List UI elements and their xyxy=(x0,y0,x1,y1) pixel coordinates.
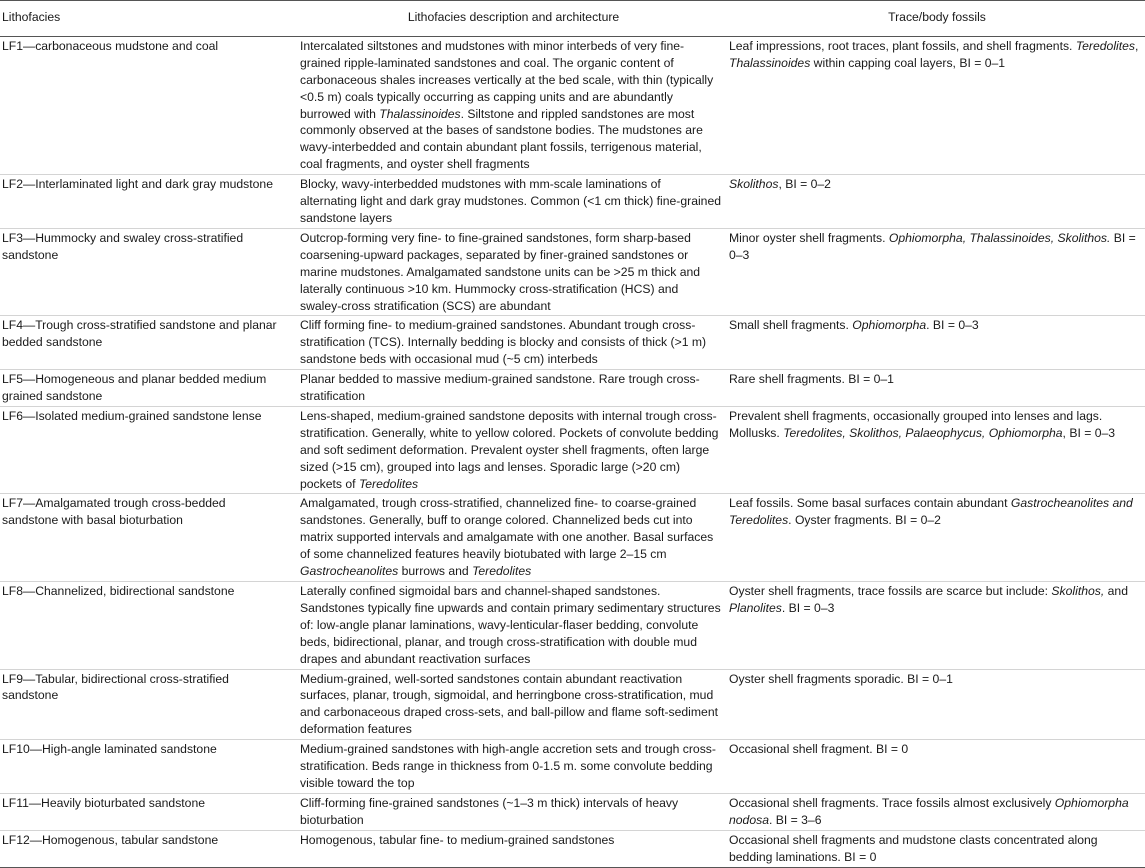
trace-body-fossils: Rare shell fragments. BI = 0–1 xyxy=(727,370,1145,407)
table-row xyxy=(0,316,1145,370)
trace-body-fossils: Occasional shell fragments and mudstone clasts concentrated along bedding laminations. BI = 0 xyxy=(727,830,1145,867)
table-row xyxy=(0,370,1145,407)
table-body xyxy=(0,36,1145,867)
table-row xyxy=(0,175,1145,229)
table-row xyxy=(0,494,1145,582)
header-description: Lithofacies description and architecture xyxy=(298,1,727,37)
lithofacies-description: Laterally confined sigmoidal bars and channel-shaped sandstones. Sandstones typically fine upwards and contain primary sedimentary structures of: low-angle planar laminations, wavy-lenticular-flaser bedding, convolute beds, bidirectional, planar, and trough cross-stratification with double mud drapes and abundant reactivation surfaces xyxy=(298,582,727,670)
table-row xyxy=(0,669,1145,740)
table-row xyxy=(0,228,1145,316)
lithofacies-name: LF12—Homogenous, tabular sandstone xyxy=(0,830,298,867)
table-header-row xyxy=(0,1,1145,37)
table-row xyxy=(0,582,1145,670)
lithofacies-name: LF3—Hummocky and swaley cross-stratified sandstone xyxy=(0,228,298,316)
table-row xyxy=(0,830,1145,867)
table-row xyxy=(0,406,1145,494)
trace-body-fossils: Minor oyster shell fragments. Ophiomorpha, Thalassinoides, Skolithos. BI = 0–3 xyxy=(727,228,1145,316)
lithofacies-description: Medium-grained, well-sorted sandstones contain abundant reactivation surfaces, planar, trough, sigmoidal, and herringbone cross-stratification, mud and carbonaceous draped cross-sets, and ball-pillow and flame soft-sediment deformation features xyxy=(298,669,727,740)
trace-body-fossils: Occasional shell fragment. BI = 0 xyxy=(727,740,1145,794)
lithofacies-name: LF11—Heavily bioturbated sandstone xyxy=(0,793,298,830)
lithofacies-description: Intercalated siltstones and mudstones with minor interbeds of very fine-grained ripple-laminated sandstones and coal. The organic content of carbonaceous shales increases vertically at the bed scale, with thin (typically <0.5 m) coals typically occurring as capping units and are abundantly burrowed with Thalassinoides. Siltstone and rippled sandstones are most commonly observed at the bases of sandstone bodies. The mudstones are wavy-interbedded and contain abundant plant fossils, terrigenous material, coal fragments, and oyster shell fragments xyxy=(298,36,727,174)
trace-body-fossils: Leaf fossils. Some basal surfaces contain abundant Gastrocheanolites and Teredolites. Oyster fragments. BI = 0–2 xyxy=(727,494,1145,582)
lithofacies-description: Blocky, wavy-interbedded mudstones with mm-scale laminations of alternating light and dark gray mudstones. Common (<1 cm thick) fine-grained sandstone layers xyxy=(298,175,727,229)
lithofacies-description: Cliff forming fine- to medium-grained sandstones. Abundant trough cross-stratification (TCS). Internally bedding is blocky and consists of thick (>1 m) sandstone beds with occasional mud (~5 cm) interbeds xyxy=(298,316,727,370)
header-lithofacies: Lithofacies xyxy=(0,1,298,37)
lithofacies-name: LF2—Interlaminated light and dark gray mudstone xyxy=(0,175,298,229)
lithofacies-name: LF6—Isolated medium-grained sandstone lense xyxy=(0,406,298,494)
lithofacies-name: LF7—Amalgamated trough cross-bedded sandstone with basal bioturbation xyxy=(0,494,298,582)
trace-body-fossils: Skolithos, BI = 0–2 xyxy=(727,175,1145,229)
header-fossils: Trace/body fossils xyxy=(727,1,1145,37)
trace-body-fossils: Prevalent shell fragments, occasionally grouped into lenses and lags. Mollusks. Teredolites, Skolithos, Palaeophycus, Ophiomorpha, BI = 0–3 xyxy=(727,406,1145,494)
lithofacies-description: Cliff-forming fine-grained sandstones (~1–3 m thick) intervals of heavy bioturbation xyxy=(298,793,727,830)
lithofacies-description: Medium-grained sandstones with high-angle accretion sets and trough cross-stratification. Beds range in thickness from 0-1.5 m. some convolute bedding visible toward the top xyxy=(298,740,727,794)
trace-body-fossils: Small shell fragments. Ophiomorpha. BI = 0–3 xyxy=(727,316,1145,370)
table-row xyxy=(0,740,1145,794)
lithofacies-description: Planar bedded to massive medium-grained sandstone. Rare trough cross-stratification xyxy=(298,370,727,407)
lithofacies-name: LF4—Trough cross-stratified sandstone and planar bedded sandstone xyxy=(0,316,298,370)
table-row xyxy=(0,36,1145,174)
lithofacies-description: Amalgamated, trough cross-stratified, channelized fine- to coarse-grained sandstones. Generally, buff to orange colored. Channelized beds cut into matrix supported intervals and amalgamate with one another. Basal surfaces of some channelized features heavily biotubated with large 2–15 cm Gastrocheanolites burrows and Teredolites xyxy=(298,494,727,582)
lithofacies-description: Outcrop-forming very fine- to fine-grained sandstones, form sharp-based coarsening-upward packages, separated by finer-grained sandstones or marine mudstones. Amalgamated sandstone units can be >25 m thick and laterally continuous >10 km. Hummocky cross-stratification (HCS) and swaley-cross stratification (SCS) are abundant xyxy=(298,228,727,316)
lithofacies-name: LF1—carbonaceous mudstone and coal xyxy=(0,36,298,174)
trace-body-fossils: Oyster shell fragments sporadic. BI = 0–1 xyxy=(727,669,1145,740)
lithofacies-name: LF10—High-angle laminated sandstone xyxy=(0,740,298,794)
lithofacies-name: LF8—Channelized, bidirectional sandstone xyxy=(0,582,298,670)
lithofacies-description: Homogenous, tabular fine- to medium-grained sandstones xyxy=(298,830,727,867)
trace-body-fossils: Oyster shell fragments, trace fossils are scarce but include: Skolithos, and Planolites. BI = 0–3 xyxy=(727,582,1145,670)
lithofacies-name: LF5—Homogeneous and planar bedded medium grained sandstone xyxy=(0,370,298,407)
table-row xyxy=(0,793,1145,830)
lithofacies-description: Lens-shaped, medium-grained sandstone deposits with internal trough cross-stratification. Generally, white to yellow colored. Pockets of convolute bedding and soft sediment deformation. Prevalent oyster shell fragments, often large sized (>15 cm), grouped into lags and lenses. Sporadic large (>20 cm) pockets of Teredolites xyxy=(298,406,727,494)
trace-body-fossils: Leaf impressions, root traces, plant fossils, and shell fragments. Teredolites, Thalassinoides within capping coal layers, BI = 0–1 xyxy=(727,36,1145,174)
trace-body-fossils: Occasional shell fragments. Trace fossils almost exclusively Ophiomorpha nodosa. BI = 3–6 xyxy=(727,793,1145,830)
lithofacies-name: LF9—Tabular, bidirectional cross-stratified sandstone xyxy=(0,669,298,740)
